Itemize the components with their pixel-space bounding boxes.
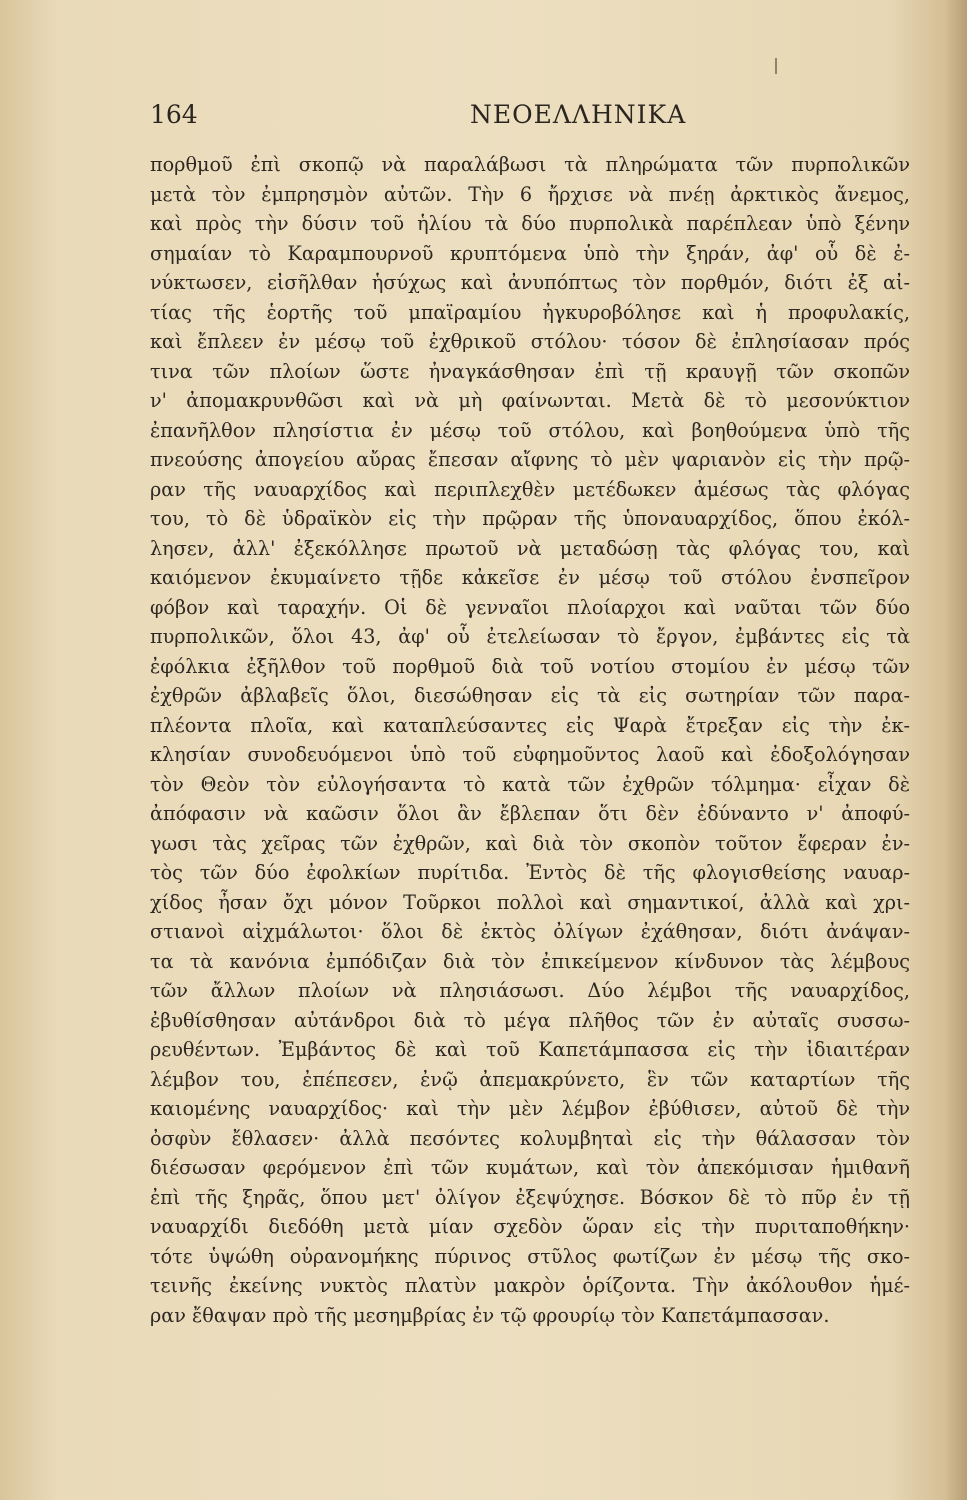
text-line: ἀπόφασιν νὰ καῶσιν ὅλοι ἂν ἔβλεπαν ὅτι δὲν ἐδύναντο ν' ἀποφύ- bbox=[150, 802, 910, 825]
text-line: ραν ἔθαψαν πρὸ τῆς μεσημβρίας ἐν τῷ φρουρίῳ τὸν Καπετάμπασσαν. bbox=[150, 1303, 830, 1327]
text-line: ρευθέντων. Ἐμβάντος δὲ καὶ τοῦ Καπετάμπασσα εἰς τὴν ἰδιαιτέραν bbox=[150, 1038, 910, 1061]
text-line: ἐβυθίσθησαν αὐτάνδροι διὰ τὸ μέγα πλῆθος τῶν ἐν αὐταῖς συσσω- bbox=[150, 1008, 910, 1032]
text-line: πλέοντα πλοῖα, καὶ καταπλεύσαντες εἰς Ψαρὰ ἔτρεξαν εἰς τὴν ἐκ- bbox=[150, 713, 910, 737]
text-line: γωσι τὰς χεῖρας τῶν ἐχθρῶν, καὶ διὰ τὸν σκοπὸν τοῦτον ἔφεραν ἐν- bbox=[150, 831, 910, 855]
text-line: καιομένης ναυαρχίδος· καὶ τὴν μὲν λέμβον ἐβύθισεν, αὐτοῦ δὲ τὴν bbox=[150, 1097, 910, 1120]
text-line: ἐφόλκια ἐξῆλθον τοῦ πορθμοῦ διὰ τοῦ νοτίου στομίου ἐν μέσῳ τῶν bbox=[150, 654, 910, 678]
text-line: στιανοὶ αἰχμάλωτοι· ὅλοι δὲ ἐκτὸς ὀλίγων ἐχάθησαν, διότι ἀνάψαν- bbox=[150, 920, 910, 943]
text-line: λέμβον του, ἐπέπεσεν, ἐνῷ ἀπεμακρύνετο, ἓν τῶν καταρτίων τῆς bbox=[150, 1067, 910, 1091]
body-text bbox=[150, 150, 910, 1330]
text-line: πυρπολικῶν, ὅλοι 43, ἀφ' οὗ ἐτελείωσαν τὸ ἔργον, ἐμβάντες εἰς τὰ bbox=[150, 625, 910, 648]
text-line: καὶ ἔπλεεν ἐν μέσῳ τοῦ ἐχθρικοῦ στόλου· τόσον δὲ ἐπλησίασαν πρός bbox=[150, 330, 910, 353]
page-header bbox=[150, 100, 850, 140]
text-line: πορθμοῦ ἐπὶ σκοπῷ νὰ παραλάβωσι τὰ πληρώματα τῶν πυρπολικῶν bbox=[150, 153, 910, 176]
text-line: τότε ὑψώθη οὐρανομήκης πύρινος στῦλος φωτίζων ἐν μέσῳ τῆς σκο- bbox=[150, 1244, 910, 1268]
text-line: πνεούσης ἀπογείου αὔρας ἔπεσαν αἴφνης τὸ μὲν ψαριανὸν εἰς τὴν πρῷ- bbox=[150, 448, 910, 471]
text-line: μετὰ τὸν ἐμπρησμὸν αὐτῶν. Τὴν 6 ἤρχισε νὰ πνέῃ ἀρκτικὸς ἄνεμος, bbox=[150, 182, 910, 206]
text-line: τεινῆς ἐκείνης νυκτὸς πλατὺν μακρὸν ὁρίζοντα. Τὴν ἀκόλουθον ἡμέ- bbox=[150, 1274, 910, 1297]
text-line: φόβον καὶ ταραχήν. Οἱ δὲ γενναῖοι πλοίαρχοι καὶ ναῦται τῶν δύο bbox=[150, 595, 910, 619]
running-title: ΝΕΟΕΛΛΗΝΙΚΑ bbox=[470, 100, 687, 129]
text-line: τίας τῆς ἑορτῆς τοῦ μπαϊραμίου ἠγκυροβόλησε καὶ ἡ προφυλακίς, bbox=[150, 300, 910, 324]
text-line: καὶ πρὸς τὴν δύσιν τοῦ ἡλίου τὰ δύο πυρπολικὰ παρέπλεαν ὑπὸ ξένην bbox=[150, 212, 910, 235]
text-line: ὀσφὺν ἔθλασεν· ἀλλὰ πεσόντες κολυμβηταὶ εἰς τὴν θάλασσαν τὸν bbox=[150, 1126, 910, 1150]
text-line: ναυαρχίδι διεδόθη μετὰ μίαν σχεδὸν ὥραν εἰς τὴν πυριταποθήκην· bbox=[150, 1215, 910, 1238]
text-line: νύκτωσεν, εἰσῆλθαν ἡσύχως καὶ ἀνυπόπτως τὸν πορθμόν, διότι ἐξ αἰ- bbox=[150, 271, 910, 294]
text-line: καιόμενον ἐκυμαίνετο τῇδε κἀκεῖσε ἐν μέσῳ τοῦ στόλου ἐνσπεῖρον bbox=[150, 566, 910, 589]
text-line: τῶν ἄλλων πλοίων νὰ πλησιάσωσι. Δύο λέμβοι τῆς ναυαρχίδος, bbox=[150, 979, 910, 1002]
text-line: τὸς τῶν δύο ἐφολκίων πυρίτιδα. Ἐντὸς δὲ τῆς φλογισθείσης ναυαρ- bbox=[150, 861, 910, 884]
margin-mark bbox=[775, 58, 777, 74]
text-line: ν' ἀπομακρυνθῶσι καὶ νὰ μὴ φαίνωνται. Μετὰ δὲ τὸ μεσονύκτιον bbox=[150, 389, 910, 412]
text-line: τινα τῶν πλοίων ὥστε ἠναγκάσθησαν ἐπὶ τῇ κραυγῇ τῶν σκοπῶν bbox=[150, 359, 910, 383]
text-line: τα τὰ κανόνια ἐμπόδιζαν διὰ τὸν ἐπικείμενον κίνδυνον τὰς λέμβους bbox=[150, 949, 910, 973]
page-edge-shadow bbox=[945, 0, 967, 1500]
page-number: 164 bbox=[150, 100, 198, 129]
text-line: ἐχθρῶν ἀβλαβεῖς ὅλοι, διεσώθησαν εἰς τὰ εἰς σωτηρίαν τῶν παρα- bbox=[150, 684, 910, 707]
text-line: κλησίαν συνοδευόμενοι ὑπὸ τοῦ εὐφημοῦντος λαοῦ καὶ ἐδοξολόγησαν bbox=[150, 743, 910, 766]
text-line: λησεν, ἀλλ' ἐξεκόλλησε πρωτοῦ νὰ μεταδώσῃ τὰς φλόγας του, καὶ bbox=[150, 536, 910, 560]
text-line: διέσωσαν φερόμενον ἐπὶ τῶν κυμάτων, καὶ τὸν ἀπεκόμισαν ἡμιθανῆ bbox=[150, 1156, 910, 1179]
text-line: χίδος ἦσαν ὄχι μόνον Τοῦρκοι πολλοὶ καὶ σημαντικοί, ἀλλὰ καὶ χρι- bbox=[150, 890, 910, 914]
text-line: του, τὸ δὲ ὑδραϊκὸν εἰς τὴν πρῷραν τῆς ὑποναυαρχίδος, ὅπου ἐκόλ- bbox=[150, 507, 910, 530]
text-line: τὸν Θεὸν τὸν εὐλογήσαντα τὸ κατὰ τῶν ἐχθρῶν τόλμημα· εἶχαν δὲ bbox=[150, 772, 910, 796]
text-line: ἐπὶ τῆς ξηρᾶς, ὅπου μετ' ὀλίγον ἐξεψύχησε. Βόσκον δὲ τὸ πῦρ ἐν τῇ bbox=[150, 1185, 910, 1209]
text-line: ραν τῆς ναυαρχίδος καὶ περιπλεχθὲν μετέδωκεν ἀμέσως τὰς φλόγας bbox=[150, 477, 910, 501]
text-line: ἐπανῆλθον πλησίστια ἐν μέσῳ τοῦ στόλου, καὶ βοηθούμενα ὑπὸ τῆς bbox=[150, 418, 910, 442]
text-line: σημαίαν τὸ Καραμπουρνοῦ κρυπτόμενα ὑπὸ τὴν ξηράν, ἀφ' οὗ δὲ ἐ- bbox=[150, 241, 910, 265]
